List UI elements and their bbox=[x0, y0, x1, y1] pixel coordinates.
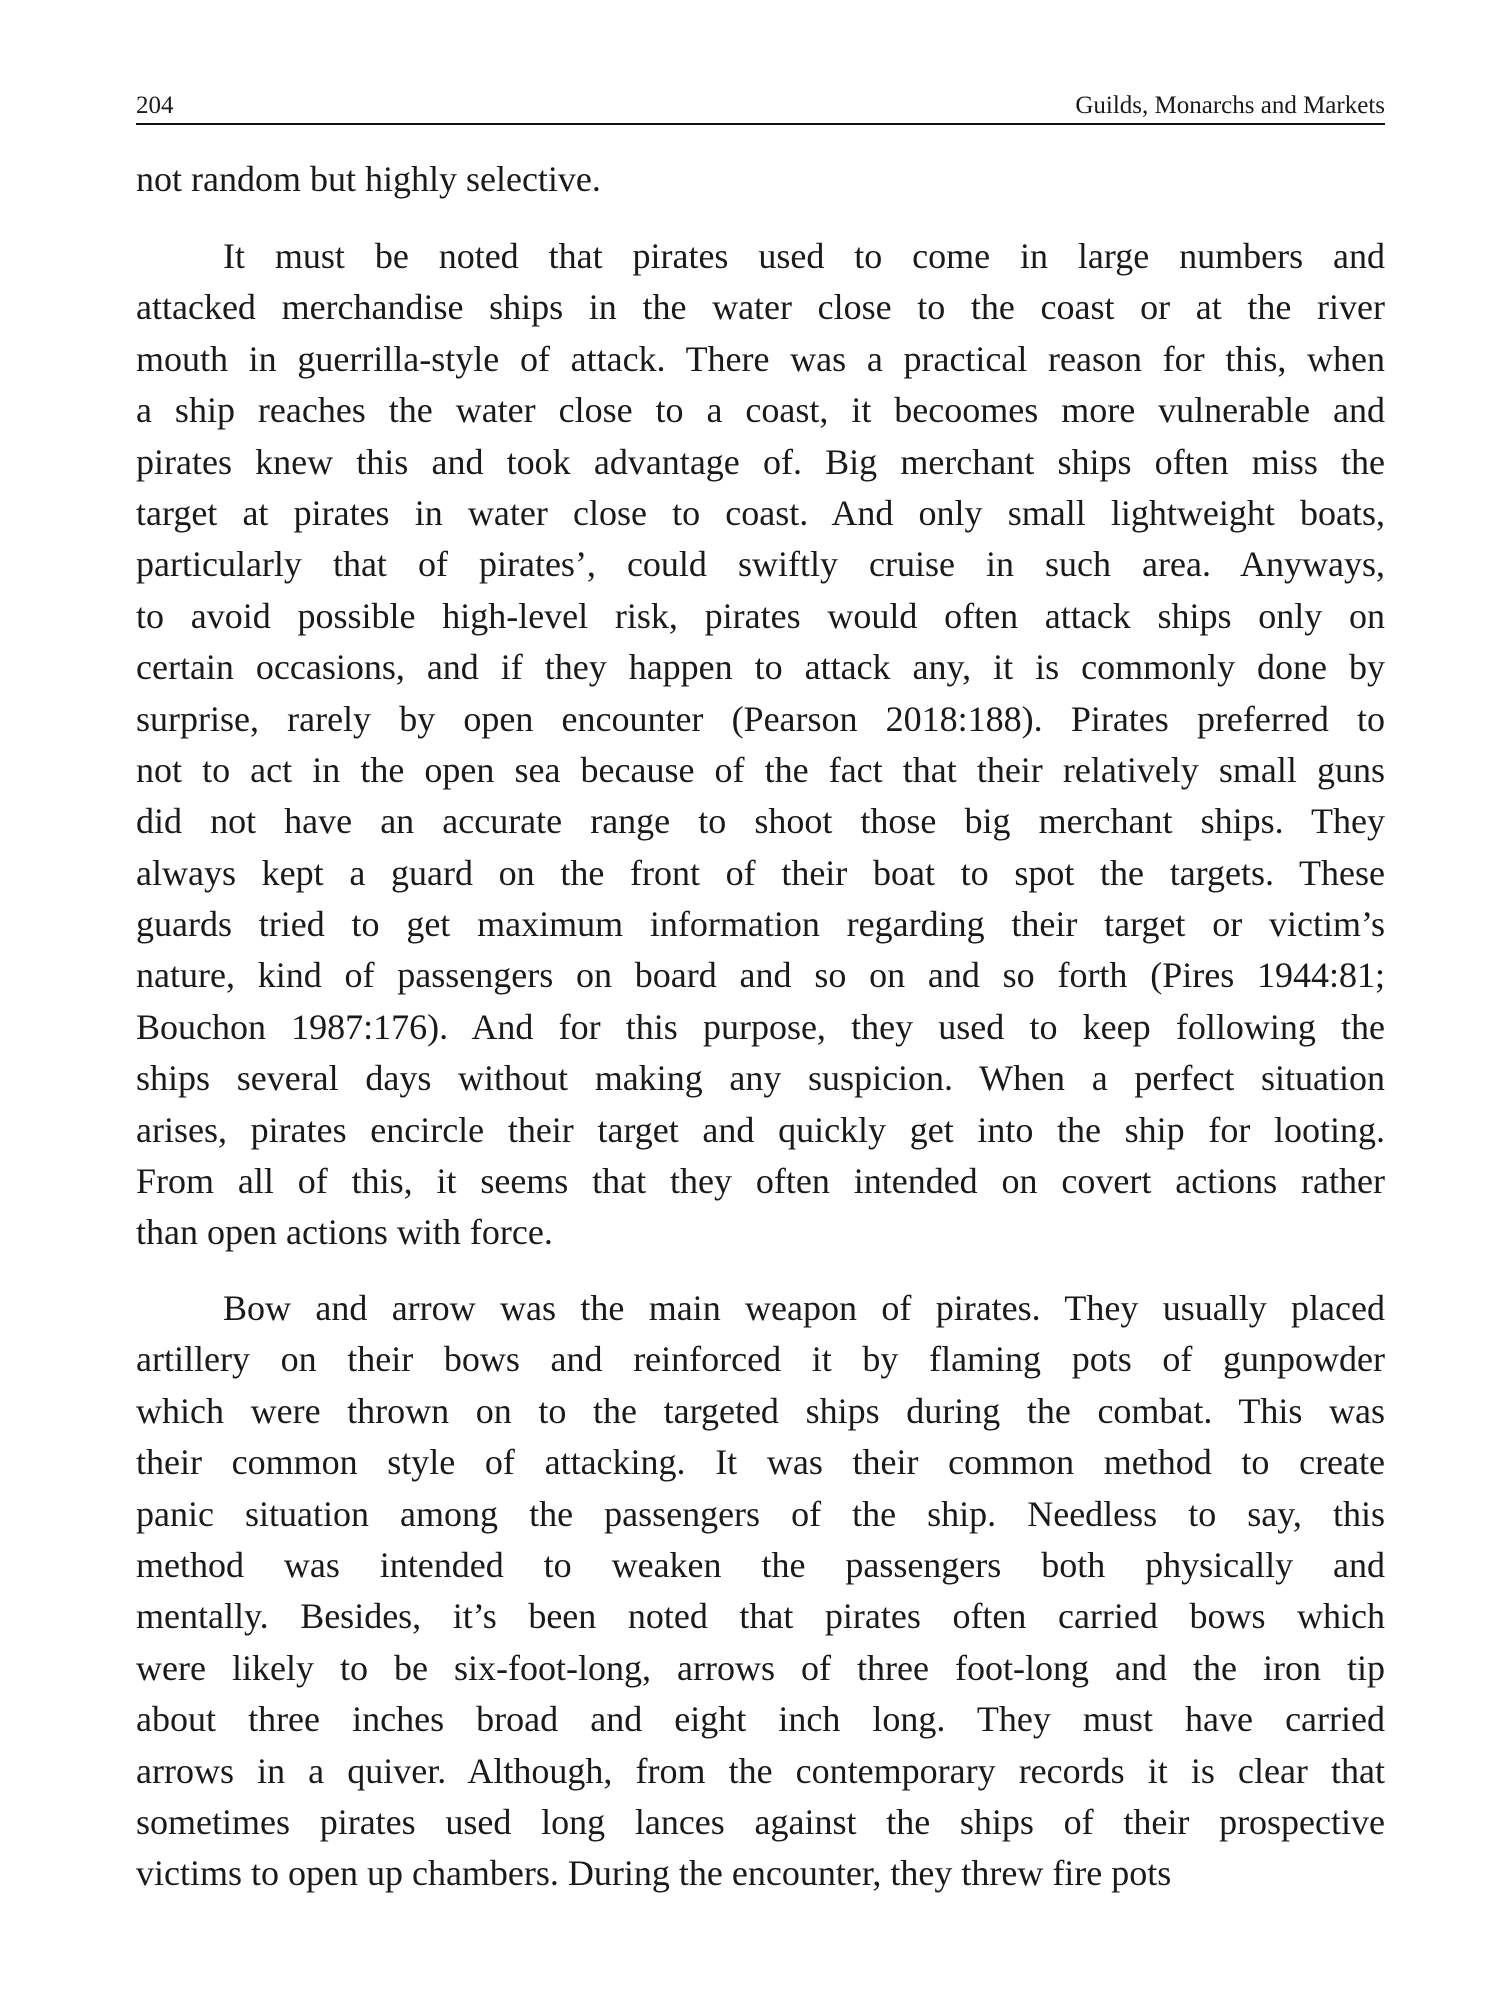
text-line: Bow and arrow was the main weapon of pirates. They usually placed bbox=[223, 1288, 1385, 1328]
running-header bbox=[136, 84, 1385, 120]
running-title: Guilds, Monarchs and Markets bbox=[1075, 92, 1385, 119]
text-line: did not have an accurate range to shoot those big merchant ships. They bbox=[136, 801, 1385, 842]
text-line: about three inches broad and eight inch long. They must have carried bbox=[136, 1699, 1385, 1740]
text-line: target at pirates in water close to coast. And only small lightweight boats, bbox=[136, 492, 1385, 533]
text-line: Bouchon 1987:176). And for this purpose, they used to keep following the bbox=[136, 1006, 1385, 1047]
text-line: guards tried to get maximum information regarding their target or victim’s bbox=[136, 904, 1385, 945]
paragraph-continuation bbox=[136, 154, 1385, 205]
text-line: mouth in guerrilla-style of attack. There was a practical reason for this, when bbox=[136, 338, 1385, 379]
text-line: pirates knew this and took advantage of. Big merchant ships often miss the bbox=[136, 441, 1385, 482]
text-line: mentally. Besides, it’s been noted that pirates often carried bows which bbox=[136, 1596, 1385, 1637]
text-line: always kept a guard on the front of their boat to spot the targets. These bbox=[136, 852, 1385, 893]
text-line: sometimes pirates used long lances against the ships of their prospective bbox=[136, 1801, 1385, 1842]
text-line: which were thrown on to the targeted ships during the combat. This was bbox=[136, 1390, 1385, 1431]
page-number: 204 bbox=[136, 92, 174, 119]
text-line: arises, pirates encircle their target and quickly get into the ship for looting. bbox=[136, 1109, 1385, 1150]
text-line: From all of this, it seems that they often intended on covert actions rather bbox=[136, 1161, 1385, 1202]
text-line: than open actions with force. bbox=[136, 1212, 553, 1253]
header-rule bbox=[136, 123, 1385, 125]
text-line: victims to open up chambers. During the encounter, they threw fire pots bbox=[136, 1853, 1172, 1894]
text-line: their common style of attacking. It was their common method to create bbox=[136, 1442, 1385, 1483]
text-line: particularly that of pirates’, could swiftly cruise in such area. Anyways, bbox=[136, 544, 1385, 585]
text-line: method was intended to weaken the passengers both physically and bbox=[136, 1544, 1385, 1585]
paragraph-pirate-tactics bbox=[136, 231, 1385, 1259]
text-line: artillery on their bows and reinforced it by flaming pots of gunpowder bbox=[136, 1339, 1385, 1380]
text-line: nature, kind of passengers on board and so on and so forth (Pires 1944:81; bbox=[136, 955, 1385, 996]
text-line: a ship reaches the water close to a coast, it becoomes more vulnerable and bbox=[136, 390, 1385, 431]
text-line: were likely to be six-foot-long, arrows of three foot-long and the iron tip bbox=[136, 1647, 1385, 1688]
text-line: panic situation among the passengers of the ship. Needless to say, this bbox=[136, 1493, 1385, 1534]
text-line: attacked merchandise ships in the water close to the coast or at the river bbox=[136, 287, 1385, 328]
text-line: surprise, rarely by open encounter (Pearson 2018:188). Pirates preferred to bbox=[136, 698, 1385, 739]
text-line: to avoid possible high-level risk, pirates would often attack ships only on bbox=[136, 595, 1385, 636]
text-line: arrows in a quiver. Although, from the contemporary records it is clear that bbox=[136, 1750, 1385, 1791]
text-line: not to act in the open sea because of the fact that their relatively small guns bbox=[136, 749, 1385, 790]
paragraph-weapons bbox=[136, 1283, 1385, 1900]
text-line: certain occasions, and if they happen to attack any, it is commonly done by bbox=[136, 647, 1385, 688]
text-line: It must be noted that pirates used to come in large numbers and bbox=[223, 236, 1385, 276]
text-line: ships several days without making any suspicion. When a perfect situation bbox=[136, 1058, 1385, 1099]
text-line: not random but highly selective. bbox=[136, 159, 601, 199]
